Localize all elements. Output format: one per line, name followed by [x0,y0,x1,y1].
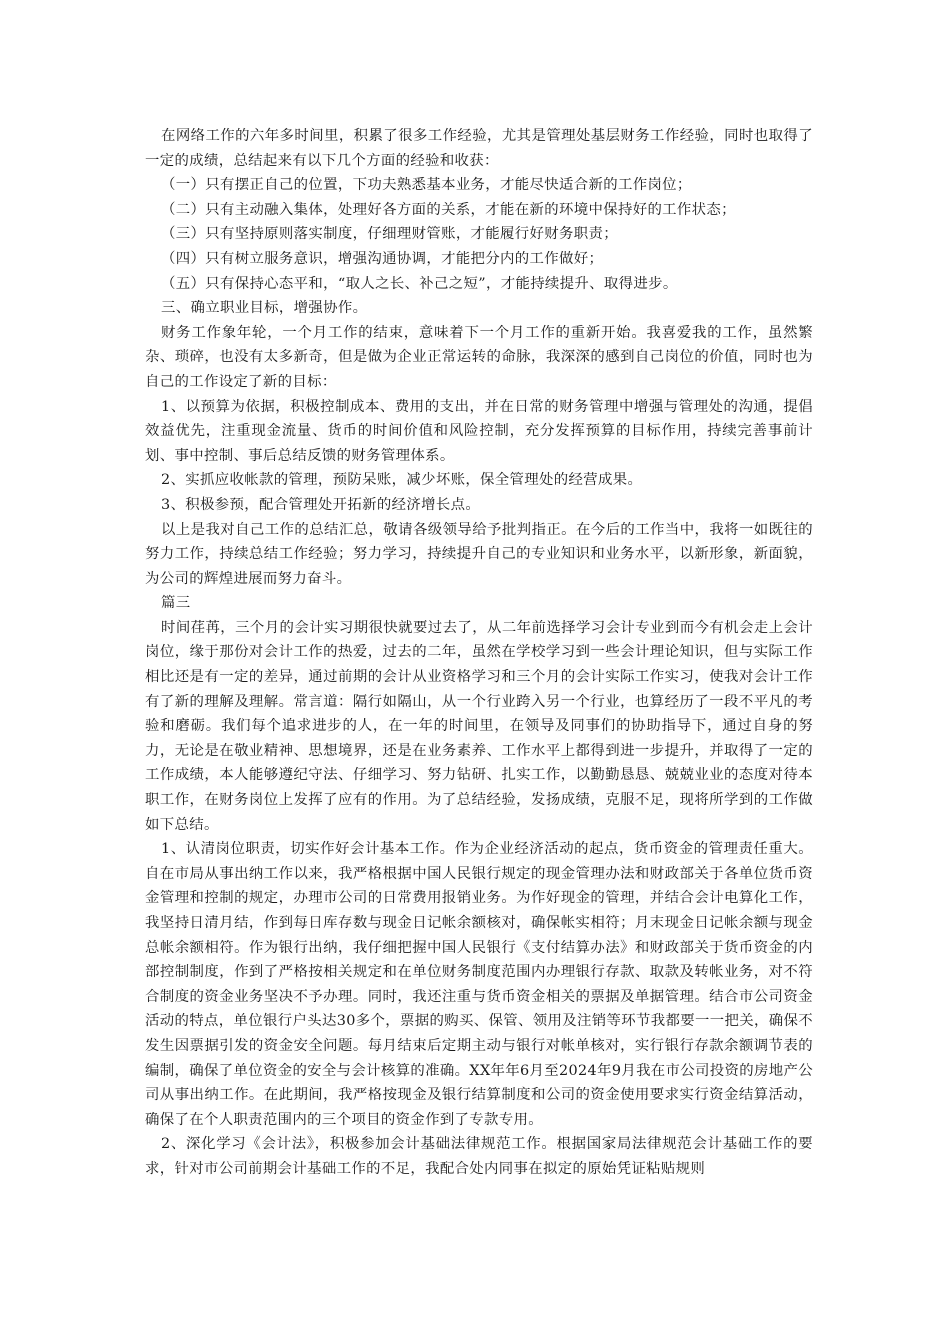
paragraph-intro: 在网络工作的六年多时间里，积累了很多工作经验，尤其是管理处基层财务工作经验，同时也取得了一定的成绩，总结起来有以下几个方面的经验和收获： [145,128,813,169]
list-item-1: （一）只有摆正自己的位置，下功夫熟悉基本业务，才能尽快适合新的工作岗位； [161,177,692,194]
paragraph-duty-1: 1、认清岗位职责，切实作好会计基本工作。作为企业经济活动的起点，货币资金的管理责任重大。自在市局从事出纳工作以来，我严格根据中国人民银行规定的现金管理办法和财政部关于各单位货币资金管理和控制的规定，办理市公司的日常费用报销业务。为作好现金的管理，并结合会计电算化工作，我坚持日清月结，作到每日库存数与现金日记帐余额核对，确保帐实相符；月末现金日记帐余额与现金总帐余额相符。作为银行出纳，我仔细把握中国人民银行《支付结算办法》和财政部关于货币资金的内部控制制度，作到了严格按相关规定和在单位财务制度范围内办理银行存款、取款及转帐业务，对不符合制度的资金业务坚决不予办理。同时，我还注重与货币资金相关的票据及单据管理。结合市公司资金活动的特点，单位银行户头达30多个，票据的购买、保管、领用及注销等环节我都要一一把关，确保不发生因票据引发的资金安全问题。每月结束后定期主动与银行对帐单核对，实行银行存款余额调节表的编制，确保了单位资金的安全与会计核算的准确。XX年年6月至2024年9月我在市公司投资的房地产公司从事出纳工作。在此期间，我严格按现金及银行结算制度和公司的资金使用要求实行资金结算活动，确保了在个人职责范围内的三个项目的资金作到了专款专用。 [145,841,813,1128]
list-item-4: （四）只有树立服务意识，增强沟通协调，才能把分内的工作做好； [161,250,604,267]
goal-item-2: 2、实抓应收帐款的管理，预防呆账，减少坏账，保全管理处的经营成果。 [161,472,643,489]
list-item-3: （三）只有坚持原则落实制度，仔细理财管账，才能履行好财务职责； [161,226,618,243]
goal-item-1: 1、以预算为依据，积极控制成本、费用的支出，并在日常的财务管理中增强与管理处的沟通，提倡效益优先，注重现金流量、货币的时间价值和风险控制，充分发挥预算的目标作用，持续完善事前计划、事中控制、事后总结反馈的财务管理体系。 [145,398,813,464]
document-body [145,124,813,1182]
goal-item-3: 3、积极参预，配合管理处开拓新的经济增长点。 [161,496,481,513]
chapter-heading: 篇三 [161,595,191,612]
section-heading-3: 三、确立职业目标，增强协作。 [161,300,368,317]
list-item-5: （五）只有保持心态平和，“取人之长、补己之短”，才能持续提升、取得进步。 [161,275,678,292]
paragraph-duty-2: 2、深化学习《会计法》，积极参加会计基础法律规范工作。根据国家局法律规范会计基础工作的要求，针对市公司前期会计基础工作的不足，我配合处内同事在拟定的原始凭证粘贴规则 [145,1136,813,1177]
paragraph-internship: 时间荏苒，三个月的会计实习期很快就要过去了，从二年前选择学习会计专业到而今有机会走上会计岗位，缘于那份对会计工作的热爱，过去的二年，虽然在学校学习到一些会计理论知识，但与实际工作相比还是有一定的差异，通过前期的会计从业资格学习和三个月的会计实际工作实习，使我对会计工作有了新的理解及理解。常言道：隔行如隔山，从一个行业跨入另一个行业，也算经历了一段不平凡的考验和磨砺。我们每个追求进步的人，在一年的时间里，在领导及同事们的协助指导下，通过自身的努力，无论是在敬业精神、思想境界，还是在业务素养、工作水平上都得到进一步提升，并取得了一定的工作成绩，本人能够遵纪守法、仔细学习、努力钻研、扎实工作，以勤勤恳恳、兢兢业业的态度对待本职工作，在财务岗位上发挥了应有的作用。为了总结经验，发扬成绩，克服不足，现将所学到的工作做如下总结。 [145,619,813,833]
paragraph-goals-intro: 财务工作象年轮，一个月工作的结束，意味着下一个月工作的重新开始。我喜爱我的工作，虽然繁杂、琐碎，也没有太多新奇，但是做为企业正常运转的命脉，我深深的感到自己岗位的价值，同时也为自己的工作设定了新的目标： [145,324,813,390]
paragraph-conclusion: 以上是我对自己工作的总结汇总，敬请各级领导给予批判指正。在今后的工作当中，我将一如既往的努力工作，持续总结工作经验；努力学习，持续提升自己的专业知识和业务水平，以新形象，新面貌，为公司的辉煌进展而努力奋斗。 [145,521,813,587]
list-item-2: （二）只有主动融入集体，处理好各方面的关系，才能在新的环境中保持好的工作状态； [161,201,736,218]
